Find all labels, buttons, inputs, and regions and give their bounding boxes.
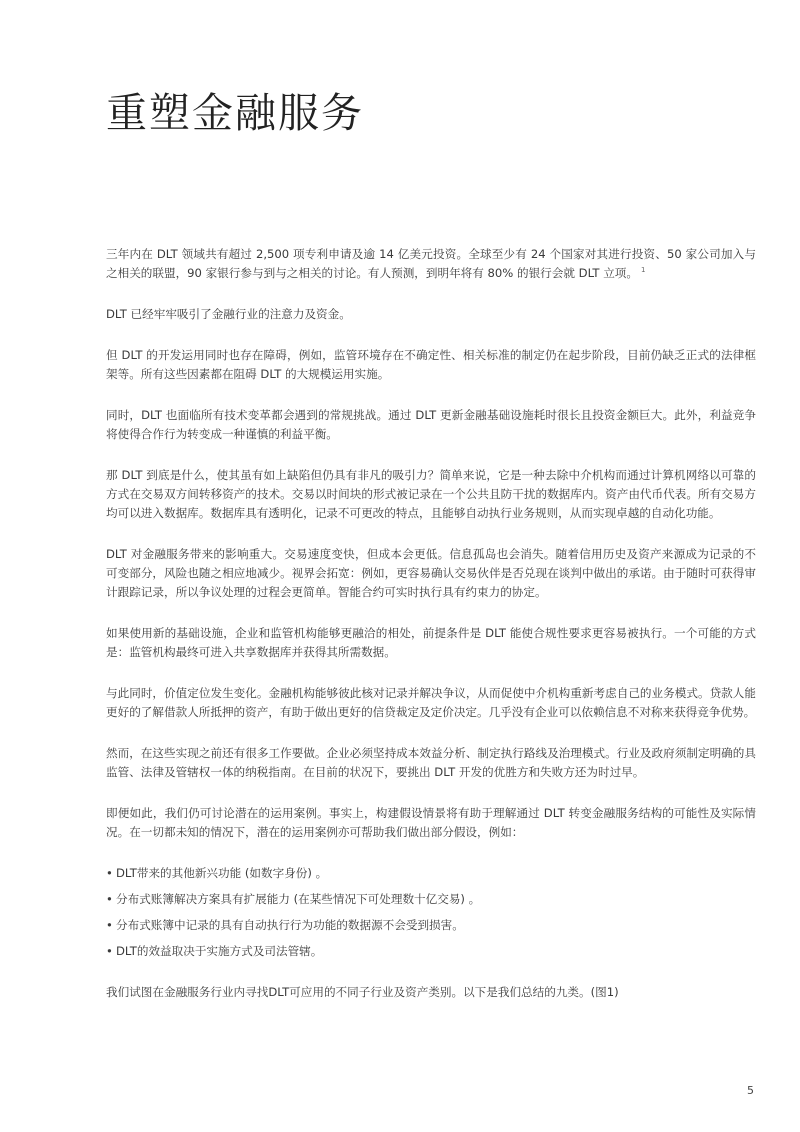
paragraph-9: 然而，在这些实现之前还有很多工作要做。企业必须坚持成本效益分析、制定执行路线及治理模式。行业及政府须制定明确的具监管、法律及管辖权一体的纳税指南。在目前的状况下，要挑出 DLT 开发的优胜方和失败方还为时过早。 [106,746,756,779]
body-text [106,245,756,1024]
paragraph-10: 即便如此，我们仍可讨论潜在的运用案例。事实上，构建假设情景将有助于理解通过 DLT 转变金融服务结构的可能性及实际情况。在一切都未知的情况下，潜在的运用案例亦可帮助我们做出部分假设，例如： [106,806,756,839]
bullet-marker: • [106,892,113,906]
bullet-text: DLT带来的其他新兴功能 (如数字身份) 。 [116,866,328,880]
page-title: 重塑金融服务 [106,89,364,137]
paragraph-8: 与此同时，价值定位发生变化。金融机构能够彼此核对记录并解决争议，从而促使中介机构重新考虑自己的业务模式。贷款人能更好的了解借款人所抵押的资产，有助于做出更好的信贷裁定及定价决定。几乎没有企业可以依赖信息不对称来获得竞争优势。 [106,686,756,719]
bullet-marker: • [106,944,113,958]
paragraph-5: 那 DLT 到底是什么，使其虽有如上缺陷但仍具有非凡的吸引力？简单来说，它是一种去除中介机构而通过计算机网络以可靠的方式在交易双方间转移资产的技术。交易以时间块的形式被记录在一个公共且防干扰的数据库内。资产由代币代表。所有交易方均可以进入数据库。数据库具有透明化，记录不可更改的特点，且能够自动执行业务规则，从而实现卓越的自动化功能。 [106,468,756,520]
bullet-item [106,942,756,961]
bullet-item [106,890,756,909]
page-number: 5 [747,1084,754,1097]
bullet-marker: • [106,866,113,880]
bullet-text: 分布式账簿解决方案具有扩展能力 (在某些情况下可处理数十亿交易) 。 [116,892,481,906]
bullet-text: DLT的效益取决于实施方式及司法管辖。 [116,944,323,958]
paragraph-1 [106,245,756,283]
paragraph-1-text: 三年内在 DLT 领域共有超过 2,500 项专利申请及逾 14 亿美元投资。全球至少有 24 个国家对其进行投资、50 家公司加入与之相关的联盟，90 家银行参与到与之相关的讨论。有人预测，到明年将有 80% 的银行会就 DLT 立项。 [106,247,756,280]
bullet-marker: • [106,918,113,932]
bullet-item [106,864,756,883]
paragraph-2: DLT 已经牢牢吸引了金融行业的注意力及资金。 [106,307,351,321]
paragraph-6: DLT 对金融服务带来的影响重大。交易速度变快，但成本会更低。信息孤岛也会消失。随着信用历史及资产来源成为记录的不可变部分，风险也随之相应地减少。视界会拓宽：例如，更容易确认交易伙伴是否兑现在谈判中做出的承诺。由于随时可获得审计跟踪记录，所以争议处理的过程会更简单。智能合约可实时执行具有约束力的协定。 [106,547,756,599]
paragraph-11: 我们试图在金融服务行业内寻找DLT可应用的不同子行业及资产类别。以下是我们总结的九类。(图1) [106,985,619,999]
bullet-text: 分布式账簿中记录的具有自动执行行为功能的数据源不会受到损害。 [116,918,464,932]
bullet-item [106,916,756,935]
paragraph-7: 如果使用新的基础设施，企业和监管机构能够更融洽的相处，前提条件是 DLT 能使合规性要求更容易被执行。一个可能的方式是：监管机构最终可进入共享数据库并获得其所需数据。 [106,626,756,659]
footnote-marker[interactable]: 1 [640,266,646,275]
paragraph-3: 但 DLT 的开发运用同时也存在障碍，例如，监管环境存在不确定性、相关标准的制定仍在起步阶段，目前仍缺乏正式的法律框架等。所有这些因素都在阻碍 DLT 的大规模运用实施。 [106,348,756,381]
paragraph-4: 同时，DLT 也面临所有技术变革都会遇到的常规挑战。通过 DLT 更新金融基础设施耗时很长且投资金额巨大。此外，利益竞争将使得合作行为转变成一种谨慎的利益平衡。 [106,408,756,441]
